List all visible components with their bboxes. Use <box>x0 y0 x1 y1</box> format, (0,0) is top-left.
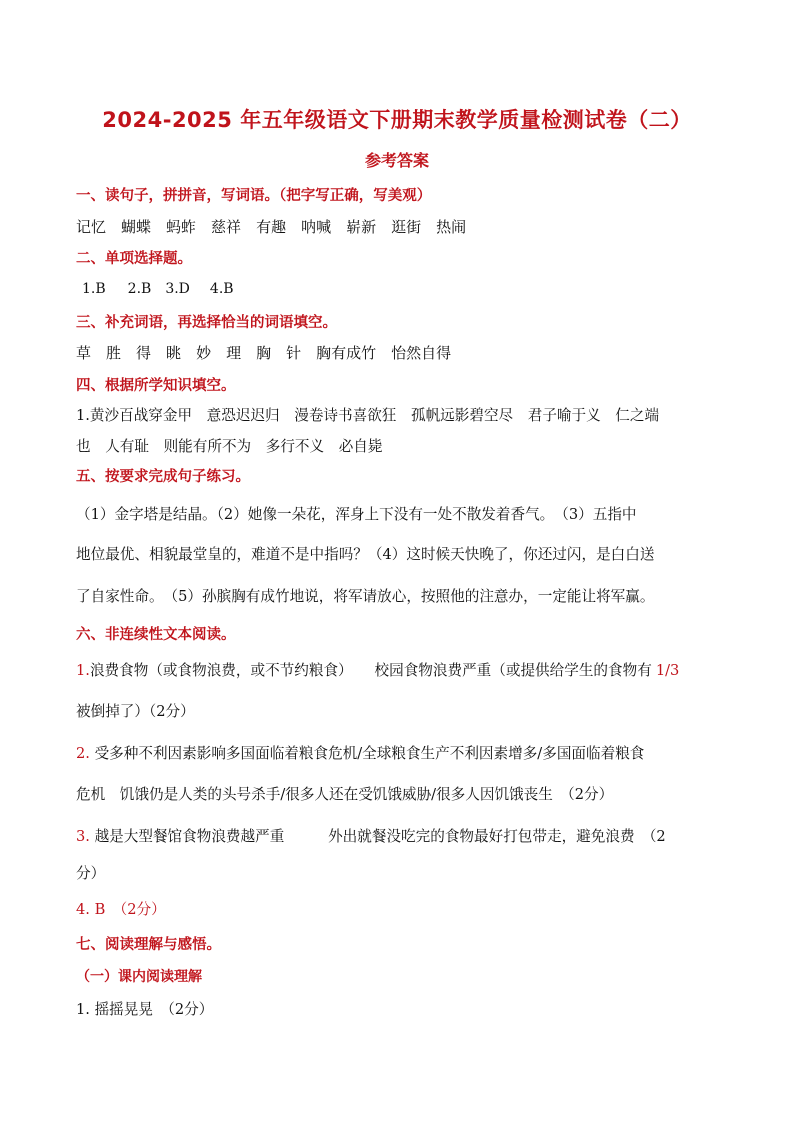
word: 有趣 <box>256 218 287 236</box>
answer-text: B （2分） <box>89 901 166 918</box>
answer-text: 浪费食物（或食物浪费，或不节约粮食） 校园食物浪费严重（或提供给学生的食物有 <box>89 662 652 679</box>
section-6-q3-line-1 <box>76 825 726 846</box>
word: 蚂蚱 <box>166 218 197 236</box>
section-1-answers <box>76 216 726 237</box>
section-3-heading: 三、补充词语，再选择恰当的词语填空。 <box>76 314 337 331</box>
section-5-heading: 五、按要求完成句子练习。 <box>76 468 250 485</box>
section-6-q2-line-1 <box>76 742 726 763</box>
section-6-heading: 六、非连续性文本阅读。 <box>76 626 236 643</box>
char: 草 <box>76 344 92 362</box>
question-number: 4. <box>76 901 90 918</box>
choice-answer: 4.B <box>209 281 234 297</box>
section-4-line-1: 1.黄沙百战穿金甲 意恐迟迟归 漫卷诗书喜欲狂 孤帆远影碧空尽 君子喻于义 仁之端 <box>76 407 660 424</box>
section-5-line-1: （1）金字塔是结晶。（2）她像一朵花，浑身上下没有一处不散发着香气。 （3）五指中 <box>76 506 637 523</box>
char: 妙 <box>196 344 212 362</box>
char: 胜 <box>106 344 122 362</box>
section-4-line-2: 也 人有耻 则能有所不为 多行不义 必自毙 <box>76 438 383 455</box>
char: 理 <box>226 344 242 362</box>
section-7-q1: 1. 摇摇晃晃 （2分） <box>76 1001 214 1018</box>
section-5-line-3: 了自家性命。 （5）孙膑胸有成竹地说，将军请放心，按照他的注意办，一定能让将军赢。 <box>76 588 655 605</box>
word: 呐喊 <box>301 218 332 236</box>
section-6-q3-line-2: 分） <box>76 865 106 882</box>
choice-answer: 3.D <box>165 281 190 297</box>
section-2-heading: 二、单项选择题。 <box>76 250 192 267</box>
char: 眺 <box>166 344 182 362</box>
word: 慈祥 <box>211 218 242 236</box>
answer-text: 受多种不利因素影响多国面临着粮食危机/全球粮食生产不利因素增多/多国面临着粮食 <box>89 745 645 762</box>
word: 胸有成竹 <box>316 344 377 362</box>
question-number: 1. <box>76 662 90 679</box>
section-3-answers <box>76 342 726 363</box>
section-6-q1-line-1 <box>76 659 726 680</box>
section-6-q2-line-2: 危机 饥饿仍是人类的头号杀手/很多人还在受饥饿威胁/很多人因饥饿丧生 （2分） <box>76 786 614 803</box>
fraction-text: 1/3 <box>655 662 680 679</box>
char: 针 <box>286 344 302 362</box>
word: 怡然自得 <box>391 344 452 362</box>
word: 记忆 <box>76 218 107 236</box>
word: 热闹 <box>436 218 467 236</box>
section-7-subheading: （一）课内阅读理解 <box>76 969 202 985</box>
section-7-heading: 七、阅读理解与感悟。 <box>76 936 221 953</box>
question-number: 3. <box>76 828 90 845</box>
section-6-q1-line-2: 被倒掉了）（2分） <box>76 703 195 720</box>
choice-answer: 2.B <box>127 281 152 297</box>
page-subtitle: 参考答案 <box>364 151 429 170</box>
section-1-heading: 一、读句子，拼拼音，写词语。（把字写正确，写美观） <box>76 187 432 204</box>
choice-answer: 1.B <box>82 281 106 297</box>
word: 崭新 <box>346 218 377 236</box>
section-6-q4 <box>76 898 726 919</box>
section-2-answers <box>82 281 732 297</box>
section-4-heading: 四、根据所学知识填空。 <box>76 377 236 394</box>
word: 蝴蝶 <box>121 218 152 236</box>
page-title: 2024-2025 年五年级语文下册期末教学质量检测试卷（二） <box>102 108 692 132</box>
question-number: 2. <box>76 745 90 762</box>
word: 逛街 <box>391 218 422 236</box>
section-5-line-2: 地位最优、相貌最堂皇的，难道不是中指吗？（4）这时候天快晚了，你还过闪，是白白送 <box>76 546 655 563</box>
answer-text: 越是大型餐馆食物浪费越严重 外出就餐没吃完的食物最好打包带走，避免浪费 （2 <box>89 828 666 845</box>
char: 胸 <box>256 344 272 362</box>
char: 得 <box>136 344 152 362</box>
